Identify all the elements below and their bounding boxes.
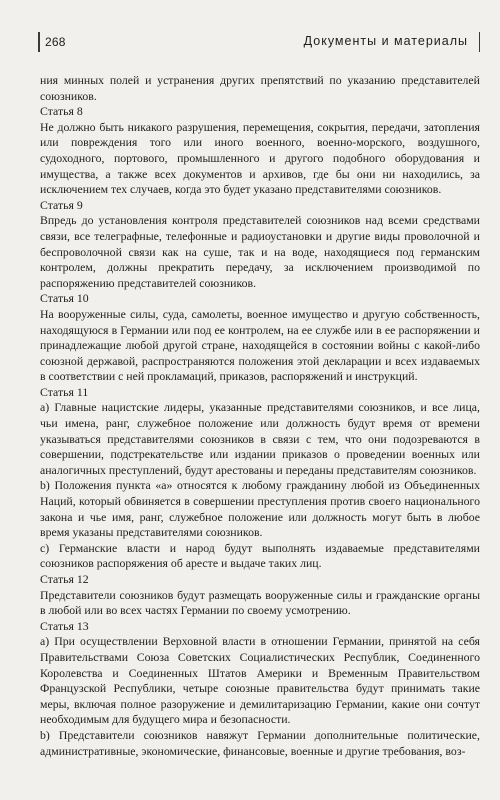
paragraph: a) Главные нацистские лидеры, указанные представителями союзников, и все лица, чьи имена, ранг, служебное положение или должность будут время от времени указываться представителями союзников в связи с тем, что они подозреваются в совершении, подстрекательстве или издании приказов о проведении военных или аналогичных преступлений, будут арестованы и переданы представителям союзников. xyxy=(40,400,480,477)
running-title: Документы и материалы xyxy=(303,34,468,48)
page-number: 268 xyxy=(45,35,66,49)
article-heading: Статья 11 xyxy=(40,384,89,399)
article-heading: Статья 13 xyxy=(40,618,89,633)
paragraph: b) Положения пункта «а» относятся к любому гражданину любой из Объединенных Наций, который обвиняется в совершении преступления против своего национального закона и чье имя, ранг, служебное положение или должность могут быть в любое время указаны представителями союзников. xyxy=(40,478,480,540)
article-heading: Статья 12 xyxy=(40,572,89,586)
paragraph: b) Представители союзников навяжут Германии дополнительные политические, административные, экономические, финансовые, военные и другие требования, воз- xyxy=(40,727,480,758)
article-heading: Статья 8 xyxy=(40,104,83,119)
header-left-rule xyxy=(38,32,40,52)
header-right-rule xyxy=(479,32,481,52)
paragraph: c) Германские власти и народ будут выполнять издаваемые представителями союзников распоряжения об аресте и выдаче таких лиц. xyxy=(40,540,480,571)
paragraph: ния минных полей и устранения других препятствий по указанию представителей союзников. xyxy=(40,73,480,103)
paragraph: a) При осуществлении Верховной власти в отношении Германии, принятой на себя Правительствами Союза Советских Социалистических Республик, Соединенного Королевства и Соединенных Штатов Америки и Временным Правительством Французской Республики, четыре союзные правительства будут принимать такие меры, включая полное разоружение и демилитаризацию Германии, какие они сочтут необходимым для будущего мира и безопасности. xyxy=(40,634,480,727)
page-header xyxy=(20,30,480,52)
paragraph: Не должно быть никакого разрушения, перемещения, сокрытия, передачи, затопления или повреждения того или иного военного, военно-морского, воздушного, судоходного, портового, промышленного и другого подобного оборудования и имущества, а также всех документов и архивов, где бы они ни находились, за исключением тех случаев, когда это будет указано представителями союзников. xyxy=(40,119,480,197)
paragraph: Впредь до установления контроля представителей союзников над всеми средствами связи, все телеграфные, телефонные и радиоустановки и другие виды проволочной и беспроволочной связи как на суше, так и на воде, находящиеся под германским контролем, должны прекратить передачу, за исключением производимой по распоряжению представителей союзников. xyxy=(40,213,480,290)
body-text xyxy=(40,73,480,759)
paragraph: Представители союзников будут размещать вооруженные силы и гражданские органы в любой или во всех частях Германии по своему усмотрению. xyxy=(40,587,480,618)
article-heading: Статья 10 xyxy=(40,291,89,306)
article-heading: Статья 9 xyxy=(40,197,83,212)
paragraph: На вооруженные силы, суда, самолеты, военное имущество и другую собственность, находящуюся в Германии или под ее контролем, на ее службе или в ее распоряжении и принадлежащие любой другой стране, находящейся в состоянии войны с какой-либо союзной державой, распространяются положения этой декларации и всех издаваемых в соответствии с ней прокламаций, приказов, распоряжений и инструкций. xyxy=(40,306,480,384)
